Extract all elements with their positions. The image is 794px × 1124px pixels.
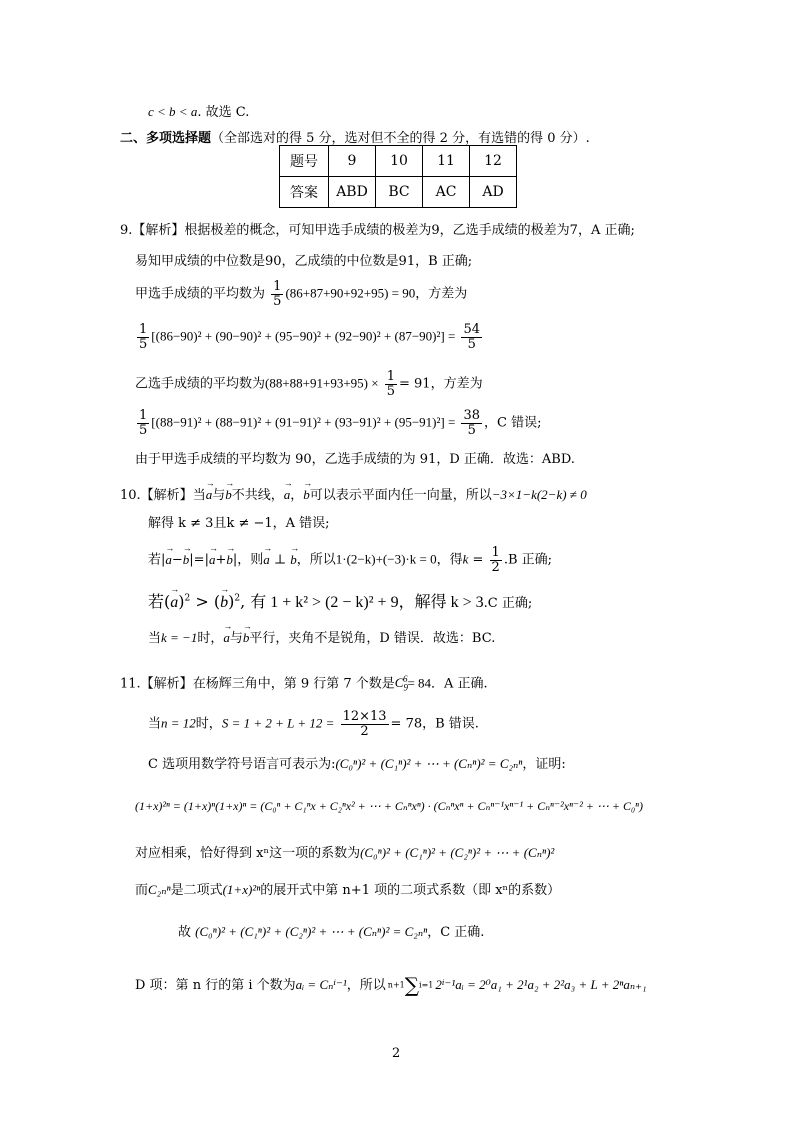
table-cell: AD: [470, 177, 517, 208]
q11-text-6c: 的展开式中第 n+1 项的二项式系数（即 xⁿ的系数）: [260, 883, 561, 898]
page-number: 2: [392, 1046, 401, 1061]
q11-text-6b: 是二项式: [170, 883, 223, 898]
fraction-numerator: 38: [463, 408, 480, 423]
q11-line-4: [135, 799, 643, 813]
table-cell: BC: [376, 177, 423, 208]
q11-line-3: [148, 756, 566, 773]
q11-text-3b: ，证明:: [522, 757, 566, 772]
table-header-cell: 题号: [280, 146, 329, 177]
q10-text-1c: 不共线，: [231, 488, 284, 503]
table-cell: 9: [329, 146, 376, 177]
q11-line-2: [148, 710, 479, 738]
answer-table-row-numbers: [280, 146, 517, 177]
section-title: 二、多项选择题: [120, 131, 212, 146]
q10-text-2: 解得 k ≠ 3且k ≠ −1，A 错误;: [148, 516, 330, 531]
q10-text-3d: ，所以: [296, 552, 336, 568]
vector-b: → b: [243, 630, 250, 646]
vector-b: → b: [183, 552, 190, 568]
q10-line-5: 当k = −1时，→ a与→ b平行，夹角不是锐角，D 错误．故选：BC.: [148, 630, 495, 647]
q11-line-6: [135, 882, 560, 899]
vector-b: → b: [290, 552, 297, 568]
fraction-one-fifth: $\frac{1}{5}$: [139, 408, 148, 438]
q10-text-4a: 若: [148, 592, 165, 611]
q9-line-4: [135, 323, 484, 351]
q11-label: 11.【解析】: [120, 676, 193, 692]
q11-conclusion: (C₀ⁿ)² + (C₁ⁿ)² + (C₂ⁿ)² + ⋯ + (Cₙⁿ)² = C₂ₙⁿ: [195, 924, 428, 939]
q11-line-5: [135, 845, 554, 862]
q11-text-8a: D 项：第 n 行的第 i 个数为: [135, 978, 296, 993]
q10-line-3: 若|→ a−→ b|=|→ a+→ b|，则→ a ⊥ → b，所以1·(2−k)+(−3)·k = 0，得k = $\frac{1}{2}$ .B 正确;: [148, 546, 552, 574]
q11-text-1b: ．A 正确.: [431, 676, 488, 692]
q11-expansion: (1+x)²ⁿ = (1+x)ⁿ(1+x)ⁿ = (C₀ⁿ + C₁ⁿx + C₂ⁿx² + ⋯ + Cₙⁿxⁿ) · (Cₙⁿxⁿ + Cₙⁿ⁻¹xⁿ⁻¹ + Cₙⁿ⁻²xⁿ⁻² + ⋯ + C₀ⁿ): [135, 799, 643, 813]
fraction-sum: [341, 710, 389, 738]
q9-mean-formula: (86+87+90+92+95) = 90: [285, 285, 416, 301]
q11-text-8b: ，所以: [346, 978, 386, 993]
q10-text-3f: .B 正确;: [503, 552, 553, 568]
q10-text-3c: |，则: [232, 552, 264, 568]
top-line-text: . 故选 C.: [197, 105, 250, 120]
q9-line-6: [135, 409, 541, 437]
table-cell: 11: [423, 146, 470, 177]
vector-a: → a: [263, 552, 270, 568]
q9-text-2: 易知甲成绩的中位数是90，乙成绩的中位数是91，B 正确;: [135, 254, 473, 269]
fraction-one-fifth: $\frac{1}{5}$: [139, 322, 148, 352]
q11-text-7b: ，C 正确.: [427, 925, 485, 940]
q9-label: 9.【解析】: [120, 223, 185, 238]
vector-b: → b: [220, 593, 228, 612]
fraction-one-fifth: $\frac{1}{5}$: [273, 279, 282, 309]
vector-b: → b: [226, 552, 233, 568]
q11-binomial: C₂ₙⁿ: [148, 882, 171, 897]
vector-a: → a: [284, 487, 291, 503]
q10-text-4b: .C 正确;: [483, 596, 533, 611]
q9-text-5b: = 91，方差为: [399, 376, 483, 392]
q9-variance-formula-2: [(88−91)² + (88−91)² + (91−91)² + (93−91)² + (95−91)²] =: [151, 414, 456, 430]
q10-text-5b: 时，: [197, 631, 224, 646]
top-line-math: c < b < a: [148, 104, 198, 119]
q9-line-7: [135, 452, 575, 468]
fraction-one-half: $\frac{1}{2}$: [491, 545, 500, 575]
q11-text-3: C 选项用数学符号语言可表示为:: [148, 757, 336, 772]
q11-term: aᵢ = Cₙⁱ⁻¹: [295, 977, 347, 992]
q11-text-2c: = 78，B 错误.: [390, 716, 479, 732]
q10-text-5a: 当: [148, 631, 162, 646]
q11-text-7a: 故: [178, 925, 192, 940]
q11-line-1: [120, 674, 488, 694]
section-note: （全部选对的得 5 分，选对但不全的得 2 分，有选错的得 0 分）.: [211, 131, 590, 146]
q10-k-value: k = −1: [161, 630, 198, 645]
fraction-numerator: 12×13: [342, 709, 387, 724]
answer-table: [279, 145, 517, 208]
q10-text-1a: 当: [192, 488, 206, 503]
q10-text-3e: ，得: [436, 552, 463, 568]
top-line: [148, 104, 249, 121]
q9-line-2: [135, 254, 472, 270]
q10-text-5c: 平行，夹角不是锐角，D 错误．故选：BC.: [249, 631, 496, 646]
q9-line-5: [135, 370, 483, 398]
q10-inequality: 有 1 + k² > (2 − k)² + 9，解得 k > 3: [250, 594, 484, 611]
q11-coefficient-sum: (C₀ⁿ)² + (C₁ⁿ)² + (C₂ⁿ)² + ⋯ + (Cₙⁿ)²: [360, 845, 555, 860]
fraction-result: [461, 409, 482, 437]
table-header-cell: 答案: [280, 177, 329, 208]
q10-line-2: [148, 516, 330, 532]
q10-line-1: 10.【解析】当→ a与→ b不共线，→ a，→ b可以表示平面内任一向量，所以−3×1−k(2−k) ≠ 0: [120, 487, 587, 504]
summation-sign: n+1∑i=1: [387, 973, 434, 997]
q9-text-1: 根据极差的概念，可知甲选手成绩的极差为9，乙选手成绩的极差为7，A 正确;: [184, 223, 635, 238]
q11-weighted-sum: 2ⁱ⁻¹aᵢ = 2⁰a₁ + 2¹a₂ + 2²a₃ + L + 2ⁿaₙ₊₁: [435, 977, 647, 992]
q10-text-1b: 与: [212, 488, 226, 503]
fraction-denominator: 2: [360, 723, 369, 739]
q11-text-6a: 而: [135, 883, 149, 898]
q11-value: = 84: [407, 675, 432, 691]
q9-text-3a: 甲选手成绩的平均数为: [135, 286, 266, 302]
q10-condition: −3×1−k(2−k) ≠ 0: [491, 487, 587, 502]
vector-a: → a: [209, 552, 216, 568]
q10-label: 10.【解析】: [120, 488, 193, 503]
vector-b: → b: [303, 487, 310, 503]
vector-b: → b: [225, 487, 232, 503]
q11-identity: (C₀ⁿ)² + (C₁ⁿ)² + ⋯ + (Cₙⁿ)² = C₂ₙⁿ: [335, 756, 523, 771]
q11-sum-formula: S = 1 + 2 + L + 12 =: [221, 715, 335, 731]
q10-text-1d: 可以表示平面内任一向量，所以: [309, 488, 492, 503]
q10-dot-product: 1·(2−k)+(−3)·k = 0: [335, 551, 437, 567]
table-cell: 10: [376, 146, 423, 177]
q10-text-3a: 若|: [148, 552, 166, 568]
q11-line-7: [178, 924, 484, 941]
q11-text-2b: 时，: [195, 716, 222, 732]
vector-a: → a: [223, 630, 230, 646]
q9-variance-formula: [(86−90)² + (90−90)² + (95−90)² + (92−90)² + (87−90)²] =: [151, 328, 456, 344]
q10-line-4: 若(→ a)$^2$ > (→ b)$^2$, 有 1 + k² > (2 − k)² + 9，解得 k > 3.C 正确;: [148, 592, 532, 612]
binomial-c-9-6: $C_9^6$: [394, 674, 408, 693]
fraction-one-fifth: $\frac{1}{5}$: [386, 369, 396, 399]
sum-lower-limit: i=1: [419, 980, 434, 990]
q9-mean-formula-2: (88+88+91+93+95) ×: [265, 375, 379, 391]
q9-text-7: 由于甲选手成绩的平均数为 90，乙选手成绩的为 91，D 正确．故选：ABD.: [135, 452, 575, 467]
q9-line-3: [135, 280, 467, 308]
sum-upper-limit: n+1: [387, 980, 405, 990]
table-cell: 12: [470, 146, 517, 177]
table-cell: AC: [423, 177, 470, 208]
q9-text-6b: ，C 错误;: [483, 415, 542, 431]
vector-a: → a: [170, 593, 178, 612]
table-cell: ABD: [329, 177, 376, 208]
fraction-denominator: 5: [467, 336, 476, 352]
vector-a: → a: [165, 552, 172, 568]
fraction-result: [461, 323, 482, 351]
fraction-denominator: 5: [467, 422, 476, 438]
q11-text-5: 对应相乘，恰好得到 xⁿ这一项的系数为: [135, 846, 361, 861]
q9-line-1: [120, 223, 635, 239]
q9-text-3b: ，方差为: [415, 286, 468, 302]
vector-a: → a: [206, 487, 213, 503]
q11-binomial-expression: (1+x)²ⁿ: [222, 882, 261, 897]
q10-text-3b: |=|: [189, 552, 209, 568]
q9-text-5a: 乙选手成绩的平均数为: [135, 376, 266, 392]
q11-text-1: 在杨辉三角中，第 9 行第 7 个数是: [192, 676, 395, 692]
q11-text-2a: 当: [148, 716, 162, 732]
fraction-numerator: 54: [463, 322, 480, 337]
q11-line-8: [135, 975, 647, 996]
answer-table-row-answers: [280, 177, 517, 208]
q11-n-value: n = 12: [161, 715, 196, 731]
